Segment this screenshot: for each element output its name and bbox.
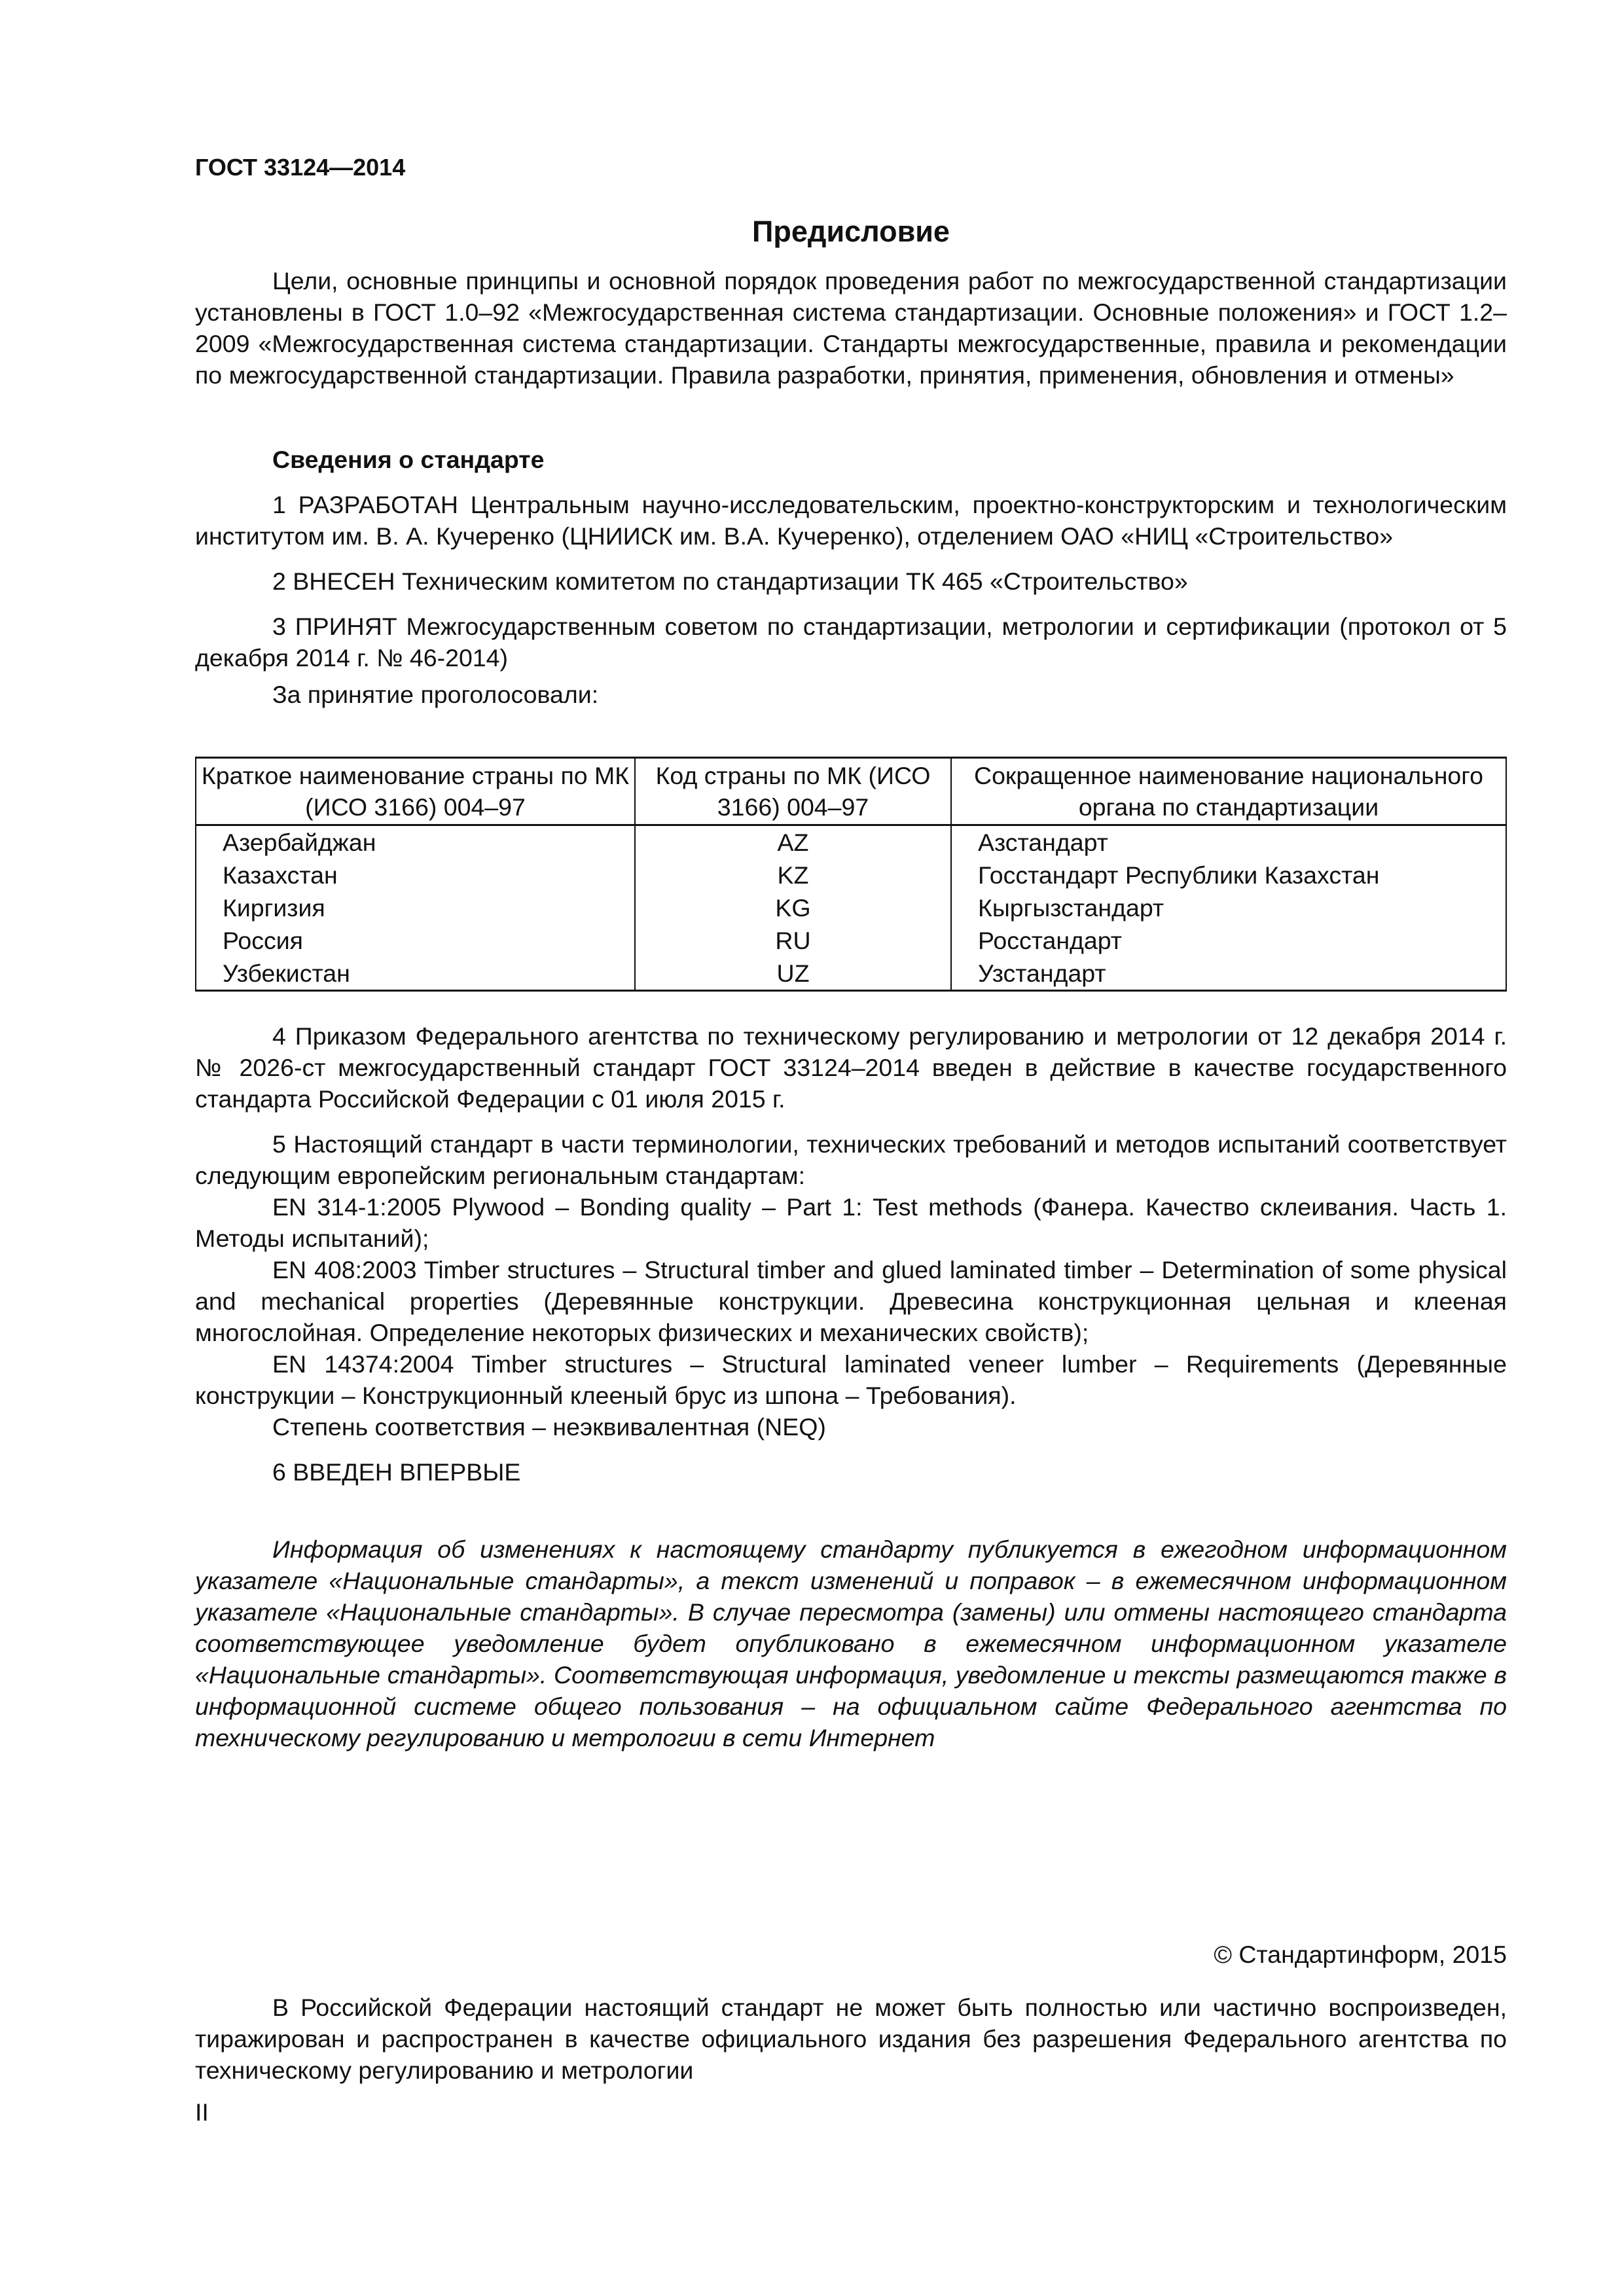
cell-country: Киргизия (196, 891, 635, 924)
cell-org: Госстандарт Республики Казахстан (951, 859, 1506, 891)
cell-org: Узстандарт (951, 957, 1506, 991)
reference-en-14374: EN 14374:2004 Timber structures – Structural laminated veneer lumber – Requirements (Деревянные конструкции – Конструкционный клееный брус из шпона – Требования). (195, 1350, 1507, 1409)
table-row (196, 825, 1506, 859)
reference-en-314: EN 314-1:2005 Plywood – Bonding quality – Part 1: Test methods (Фанера. Качество склеивания. Часть 1. Методы испытаний); (195, 1193, 1507, 1252)
cell-code: UZ (635, 957, 951, 991)
vote-label: За принятие проголосовали: (272, 681, 599, 708)
cell-org: Кыргызстандарт (951, 891, 1506, 924)
item-developed: 1 РАЗРАБОТАН Центральным научно-исследовательским, проектно-конструкторским и технологическим институтом им. В. А. Кучеренко (ЦНИИСК им. В.А. Кучеренко), отделением ОАО «НИЦ «Строительство» (195, 491, 1507, 550)
cell-country: Казахстан (196, 859, 635, 891)
cell-country: Узбекистан (196, 957, 635, 991)
table-row (196, 924, 1506, 957)
item-adopted: 3 ПРИНЯТ Межгосударственным советом по стандартизации, метрологии и сертификации (протокол от 5 декабря 2014 г. № 46-2014) (195, 613, 1507, 672)
legal-block (195, 1992, 1507, 2086)
amendments-notice-block (195, 1534, 1507, 1753)
item-introduced: 6 ВВЕДЕН ВПЕРВЫЕ (272, 1458, 521, 1486)
items-block (195, 1020, 1507, 1488)
countries-table-block (195, 757, 1507, 992)
table-header-row (196, 758, 1506, 825)
item-submitted: 2 ВНЕСЕН Техническим комитетом по стандартизации ТК 465 «Строительство» (272, 567, 1188, 595)
item-order: 4 Приказом Федерального агентства по техническому регулированию и метрологии от 12 декабря 2014 г. № 2026-ст межгосударственный стандарт ГОСТ 33124–2014 введен в действие в качестве государственного стандарта Российской Федерации с 01 июля 2015 г. (195, 1022, 1507, 1113)
amendments-notice: Информация об изменениях к настоящему стандарту публикуется в ежегодном информационном указателе «Национальные стандарты», а текст изменений и поправок – в ежемесячном информационном указателе «Национальные стандарты». В случае пересмотра (замены) или отмены настоящего стандарта соответствующее уведомление будет опубликовано в ежемесячном информационном указателе «Национальные стандарты». Соответствующая информация, уведомление и тексты размещаются также в информационной системе общего пользования – на официальном сайте Федерального агентства по техническому регулированию и метрологии в сети Интернет (195, 1535, 1507, 1751)
header-org: Сокращенное наименование национального органа по стандартизации (951, 758, 1506, 825)
conformity-degree: Степень соответствия – неэквивалентная (NEQ) (272, 1413, 826, 1441)
cell-country: Россия (196, 924, 635, 957)
cell-org: Азстандарт (951, 825, 1506, 859)
table-row (196, 957, 1506, 991)
cell-country: Азербайджан (196, 825, 635, 859)
item-correspondence: 5 Настоящий стандарт в части терминологии, технических требований и методов испытаний соответствует следующим европейским региональным стандартам: (195, 1130, 1507, 1189)
table-row (196, 891, 1506, 924)
legal-notice: В Российской Федерации настоящий стандарт не может быть полностью или частично воспроизведен, тиражирован и распространен в качестве официального издания без разрешения Федерального агентства по техническому регулированию и метрологии (195, 1994, 1507, 2084)
intro-paragraph: Цели, основные принципы и основной порядок проведения работ по межгосударственной стандартизации установлены в ГОСТ 1.0–92 «Межгосударственная система стандартизации. Основные положения» и ГОСТ 1.2–2009 «Межгосударственная система стандартизации. Стандарты межгосударственные, правила и рекомендации по межгосударственной стандартизации. Правила разработки, принятия, применения, обновления и отмены» (195, 267, 1507, 389)
info-heading: Сведения о стандарте (272, 446, 545, 473)
page-number: II (195, 2098, 209, 2126)
countries-table (195, 757, 1507, 992)
cell-code: RU (635, 924, 951, 957)
reference-en-408: EN 408:2003 Timber structures – Structural timber and glued laminated timber – Determination of some physical and mechanical properties (Деревянные конструкции. Древесина конструкционная цельная и клееная многослойная. Определение некоторых физических и механических свойств); (195, 1256, 1507, 1346)
preface-intro-block (195, 265, 1507, 391)
header-country: Краткое наименование страны по МК (ИСО 3166) 004–97 (196, 758, 635, 825)
cell-code: KG (635, 891, 951, 924)
document-code: ГОСТ 33124—2014 (195, 154, 406, 181)
cell-org: Росстандарт (951, 924, 1506, 957)
copyright-line: © Стандартинформ, 2015 (1214, 1941, 1507, 1968)
header-code: Код страны по МК (ИСО 3166) 004–97 (635, 758, 951, 825)
table-row (196, 859, 1506, 891)
cell-code: AZ (635, 825, 951, 859)
standard-info-block (195, 444, 1507, 710)
page-title: Предисловие (752, 215, 950, 248)
cell-code: KZ (635, 859, 951, 891)
